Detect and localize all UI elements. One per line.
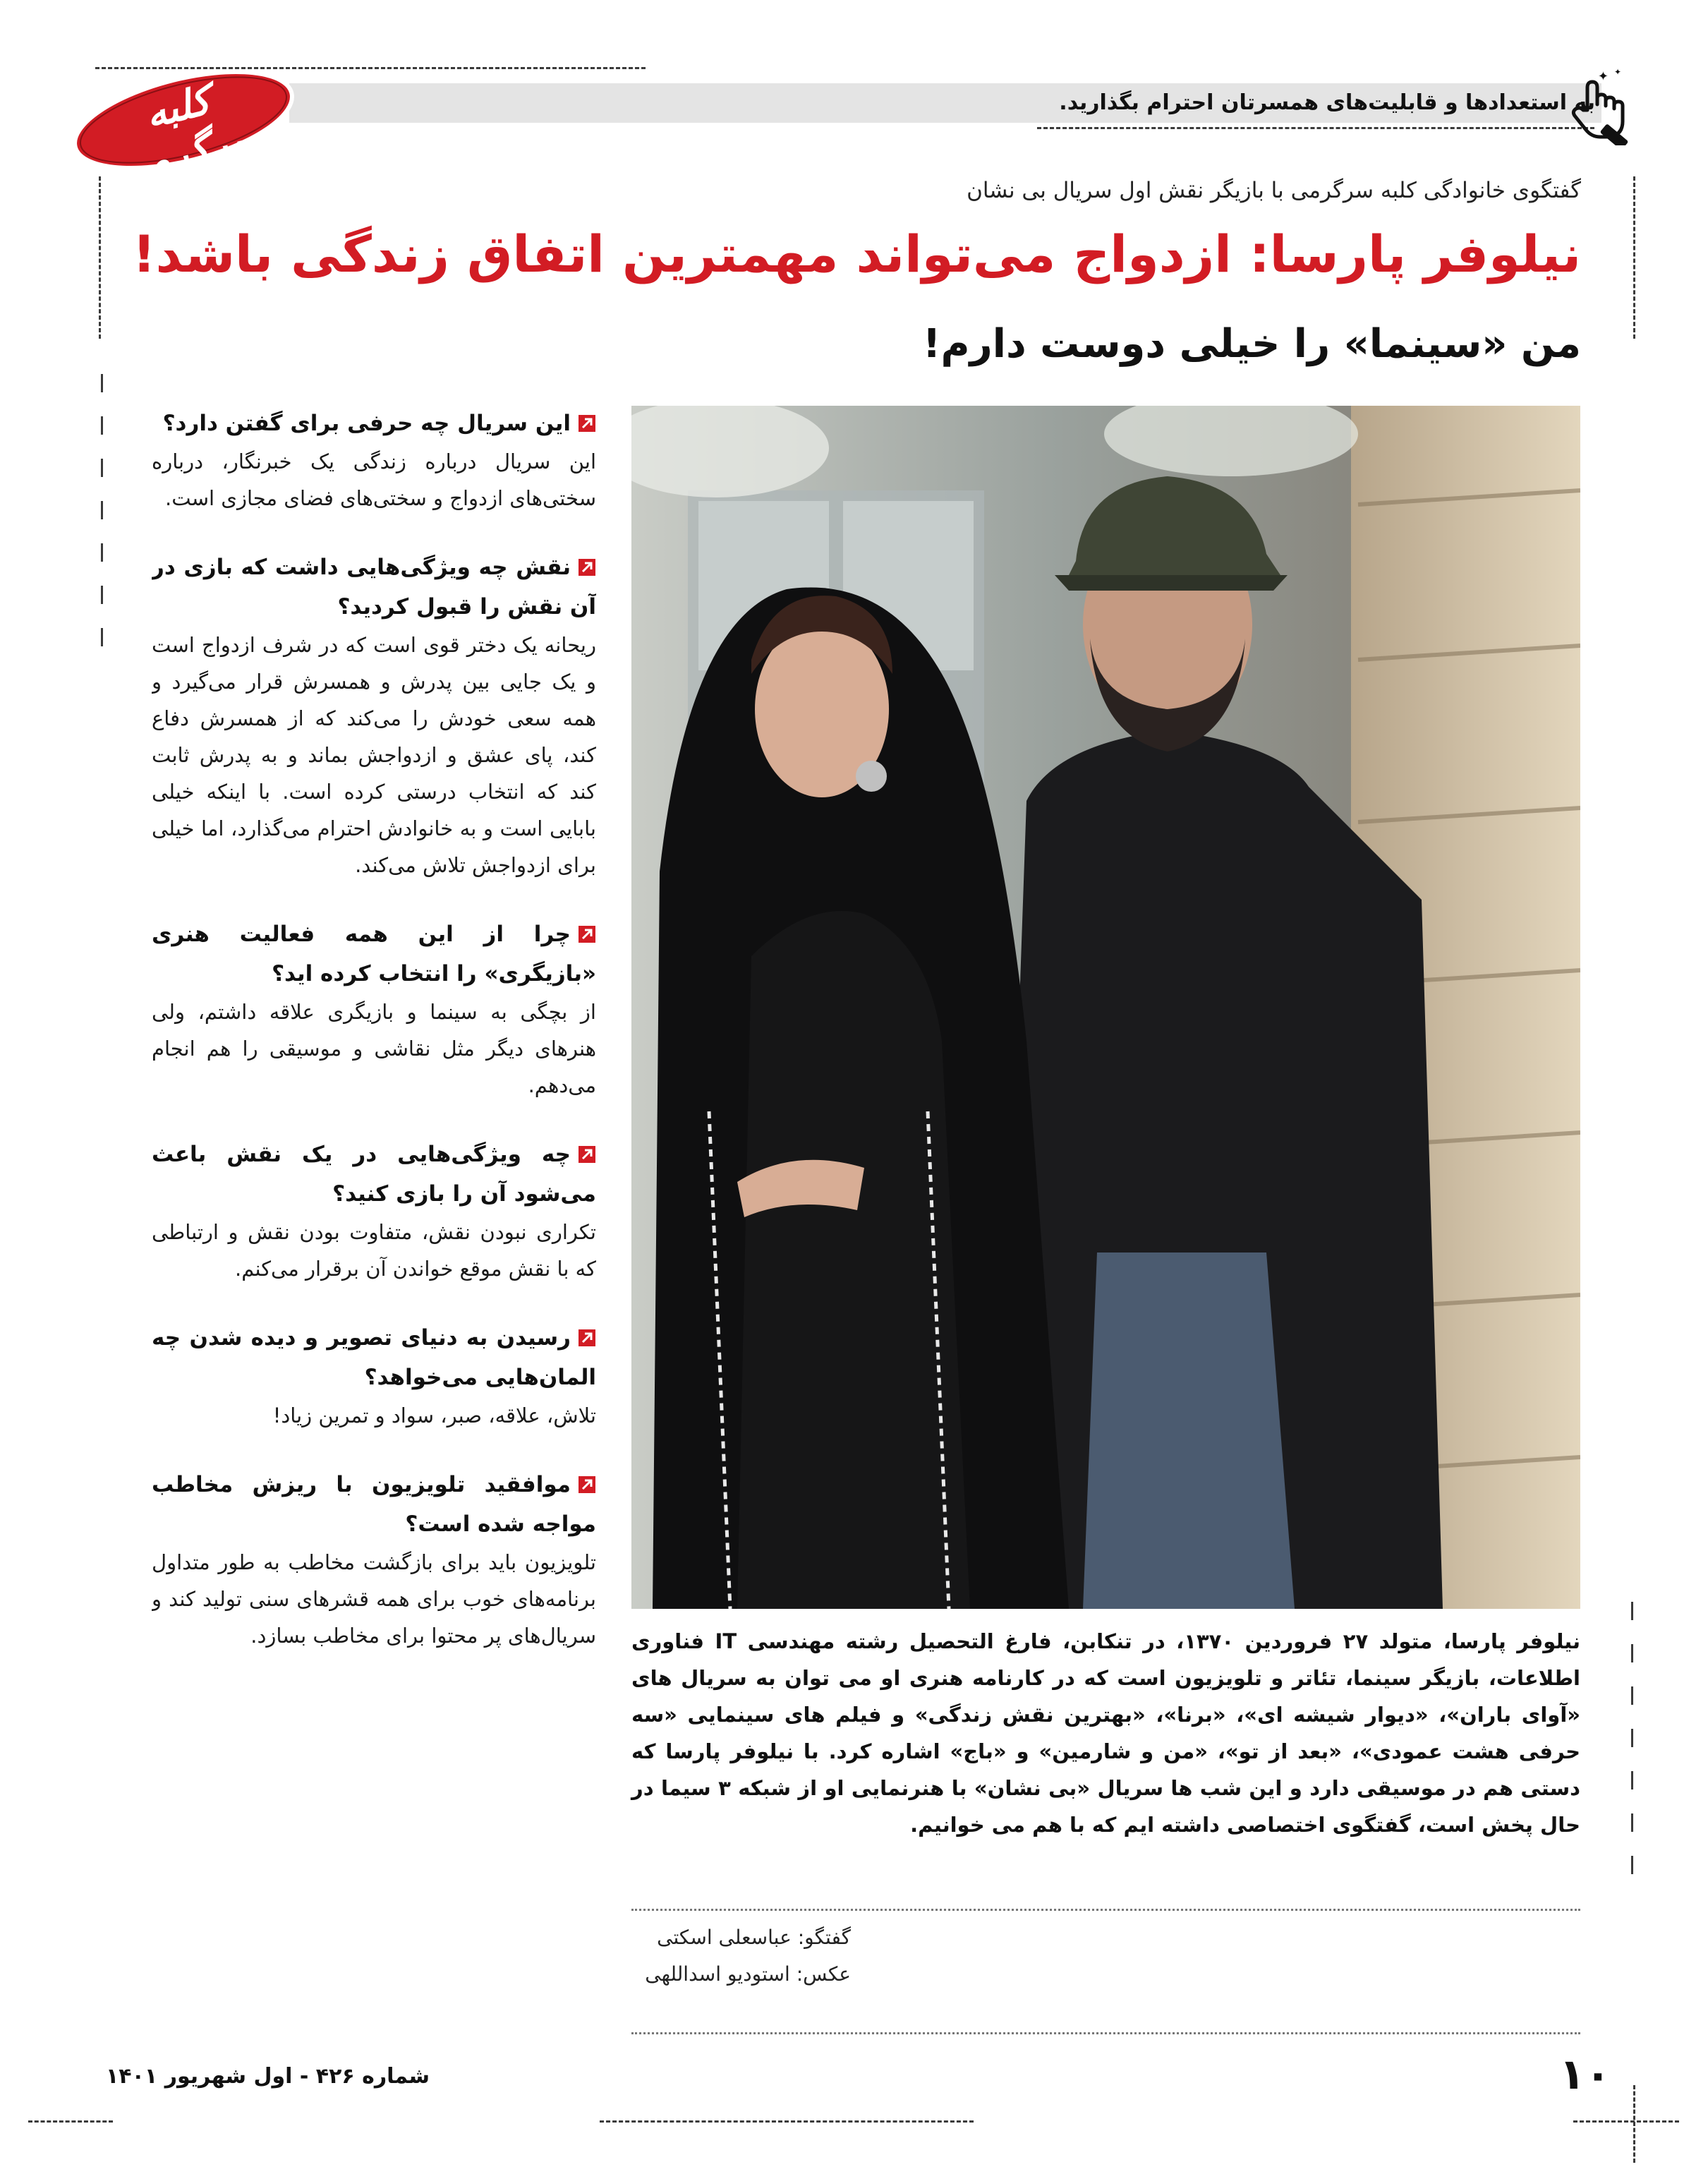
question-marker-icon — [578, 1475, 596, 1494]
answer: ریحانه یک دختر قوی است که در شرف ازدواج است و یک جایی بین پدرش و همسرش قرار می‌گیرد و همه سعی خودش را می‌کند که از همسرش دفاع کند، پای عشق و ازدواجش بماند و به پدرش ثابت کند که انتخاب درستی کرده است. با اینکه خیلی بابایی است و به خانوادش احترام می‌گذارد، اما خیلی برای ازدواجش تلاش می‌کند. — [152, 633, 596, 877]
answer: از بچگی به سینما و بازیگری علاقه داشتم، ولی هنرهای دیگر مثل نقاشی و موسیقی را هم انجام می‌دهم. — [152, 1000, 596, 1097]
qa-item — [152, 1318, 596, 1434]
answer: این سریال درباره زندگی یک خبرنگار، درباره سختی‌های ازدواج و سختی‌های فضای مجازی است. — [152, 449, 596, 510]
brand-logo-text: کلبه سرگرمی — [111, 76, 267, 193]
qa-item — [152, 548, 596, 883]
qa-item — [152, 1465, 596, 1654]
interview-photo — [631, 406, 1580, 1609]
left-guide-top — [99, 176, 101, 339]
article-title: نیلوفر پارسا: ازدواج می‌تواند مهمترین اتفاق زندگی باشد! — [132, 224, 1581, 284]
pointing-hand-icon — [1559, 68, 1637, 145]
question-marker-icon — [578, 925, 596, 943]
answer: تلاش، علاقه، صبر، سواد و تمرین زیاد! — [272, 1404, 596, 1427]
question: نقش چه ویژگی‌هایی داشت که بازی در آن نقش را قبول کردید؟ — [152, 555, 596, 620]
question-marker-icon — [578, 1329, 596, 1347]
article-kicker: گفتگوی خانوادگی کلبه سرگرمی با بازیگر نقش اول سریال بی نشان — [967, 178, 1581, 203]
answer: تکراری نبودن نقش، متفاوت بودن نقش و ارتباطی که با نقش موقع خواندن آن برقرار می‌کنم. — [152, 1220, 596, 1281]
top-guide-right — [1037, 127, 1594, 129]
page-number: ۱۰ — [1559, 2050, 1611, 2099]
interview-column — [152, 404, 596, 2041]
question: چه ویژگی‌هایی در یک نقش باعث می‌شود آن را بازی کنید؟ — [152, 1142, 596, 1207]
question: این سریال چه حرفی برای گفتن دارد؟ — [152, 404, 596, 443]
caption-divider-bottom — [631, 2032, 1580, 2034]
photo-caption: نیلوفر پارسا، متولد ۲۷ فروردین ۱۳۷۰، در تنکابن، فارغ التحصیل رشته مهندسی IT فناوری اطلاعات، بازیگر سینما، تئاتر و تلویزیون است که در کارنامه هنری او می توان به سریال های «آوای باران»، «دیوار شیشه ای»، «برنا»، «بهترین نقش زندگی» و فیلم های سینمایی «سه حرفی هشت عمودی»، «بعد از تو»، «من و شارمین» و «باج» اشاره کرد. با نیلوفر پارسا که دستی هم در موسیقی دارد و این شب ها سریال «بی نشان» با هنرنمایی او از شبکه ۳ سیما در حال پخش است، گفتگوی اختصاصی داشته ایم که با هم می خوانیم. — [631, 1629, 1581, 1837]
qa-item — [152, 404, 596, 517]
answer: تلویزیون باید برای بازگشت مخاطب به طور متداول برنامه‌های خوب برای همه قشرهای سنی تولید کند و سریال‌های پر محتوا برای مخاطب بسازد. — [152, 1550, 596, 1648]
qa-item — [152, 1135, 596, 1287]
right-guide-top — [1633, 176, 1635, 339]
question-marker-icon — [578, 1145, 596, 1164]
bottom-guide-right — [1573, 2120, 1679, 2123]
bottom-guide-left — [600, 2120, 974, 2123]
svg-text:✦: ✦ — [1597, 69, 1609, 84]
issue-info: شماره ۴۲۶ - اول شهریور ۱۴۰۱ — [106, 2064, 430, 2089]
right-guide-bottom — [1633, 2085, 1635, 2163]
question: موافقید تلویزیون با ریزش مخاطب مواجه شده است؟ — [152, 1472, 596, 1537]
credits — [645, 1919, 851, 1993]
qa-item — [152, 915, 596, 1104]
question-marker-icon — [578, 414, 596, 433]
article-subtitle: من «سینما» را خیلی دوست دارم! — [922, 321, 1581, 367]
bottom-guide-far-left — [28, 2120, 113, 2123]
question-marker-icon — [578, 558, 596, 577]
header-slogan: به استعدادها و قابلیت‌های همسرتان احترام بگذارید. — [1059, 90, 1595, 115]
credit-photographer: عکس: استودیو اسداللهی — [645, 1962, 851, 1986]
question: رسیدن به دنیای تصویر و دیده شدن چه المان‌هایی می‌خواهد؟ — [152, 1325, 596, 1390]
caption-divider-top — [631, 1909, 1580, 1911]
svg-text:✦: ✦ — [1613, 68, 1621, 77]
credit-interviewer: گفتگو: عباسعلی اسکتی — [657, 1926, 851, 1949]
question: چرا از این همه فعالیت هنری «بازیگری» را انتخاب کرده اید؟ — [152, 922, 596, 986]
